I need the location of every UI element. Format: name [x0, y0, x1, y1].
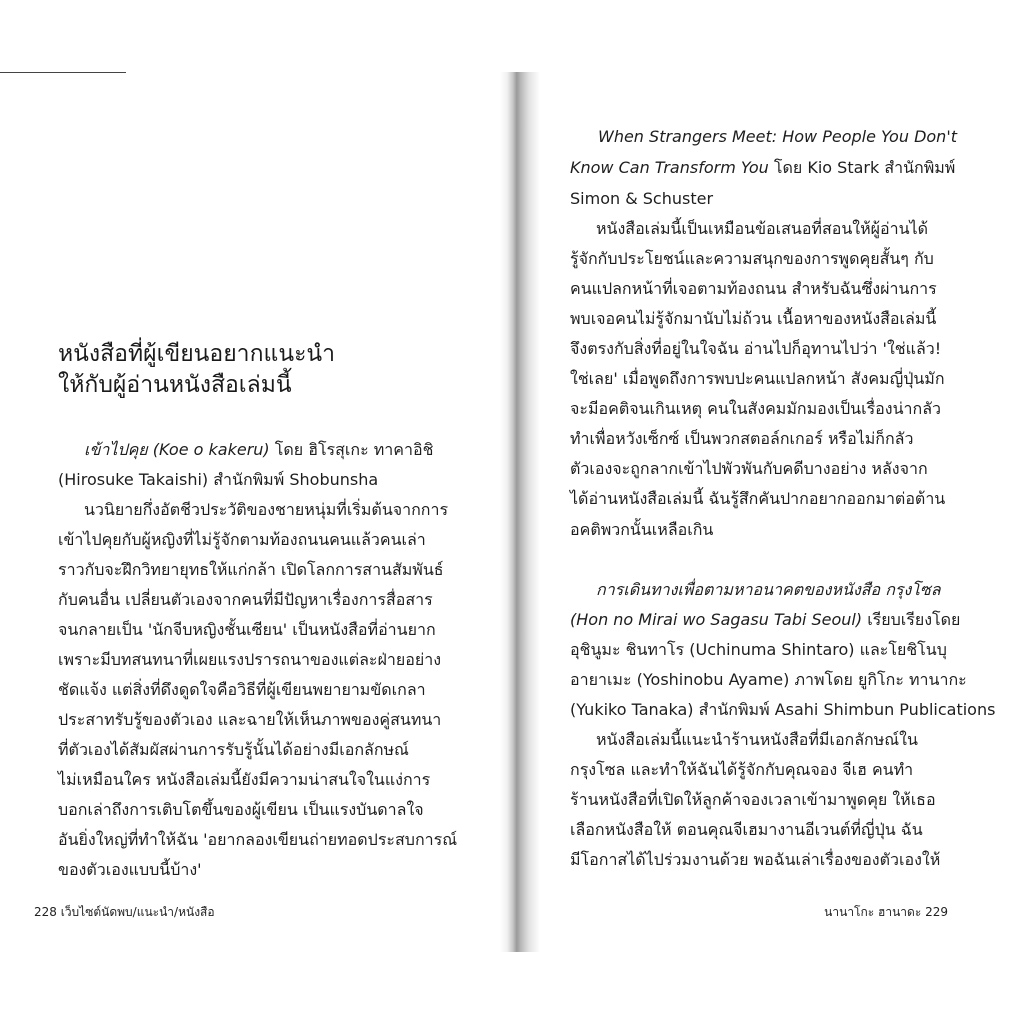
text-segment: ชัดแจ้ง แต่สิ่งที่ดึงดูดใจคือวิธีที่ผู้เขียนพยายามขัดเกลา — [58, 680, 426, 699]
section-heading-line-2: ให้กับผู้อ่านหนังสือเล่มนี้ — [58, 372, 292, 398]
text-segment: อคติพวกนั้นเหลือเกิน — [570, 520, 714, 539]
right-body-line — [570, 760, 913, 780]
left-body-line — [58, 620, 436, 640]
left-body-line — [58, 650, 441, 670]
right-body-line — [570, 790, 936, 810]
text-segment: Know Can Transform You — [570, 158, 769, 177]
text-segment: จึงตรงกับสิ่งที่อยู่ในใจฉัน อ่านไปก็อุทานไปว่า 'ใช่แล้ว! — [570, 339, 942, 358]
left-body-line — [58, 740, 409, 760]
text-segment: (Hirosuke Takaishi) สำนักพิมพ์ Shobunsha — [58, 470, 379, 489]
right-body-text — [512, 0, 1024, 1024]
text-segment: เข้าไปคุย (Koe o kakeru) — [84, 440, 270, 459]
text-segment: โดย Kio Stark สำนักพิมพ์ — [768, 158, 956, 177]
text-segment: (Yukiko Tanaka) สำนักพิมพ์ Asahi Shimbun Publications — [570, 700, 996, 719]
text-segment: หนังสือเล่มนี้เป็นเหมือนข้อเสนอที่สอนให้ผู้อ่านได้ — [596, 219, 928, 238]
right-body-line — [570, 189, 713, 209]
right-body-line — [596, 580, 941, 600]
left-body-line — [84, 440, 433, 460]
text-segment: โดย ฮิโรสุเกะ ทาคาอิชิ — [269, 440, 434, 459]
right-body-line — [570, 429, 913, 449]
text-segment: ประสาทรับรู้ของตัวเอง และฉายให้เห็นภาพของคู่สนทนา — [58, 710, 442, 729]
text-segment: เพราะมีบทสนทนาที่เผยแรงปรารถนาของแต่ละฝ่ายอย่าง — [58, 650, 442, 669]
right-body-line — [570, 339, 941, 359]
text-segment: (Hon no Mirai wo Sagasu Tabi Seoul) — [570, 610, 863, 629]
right-body-line — [570, 820, 923, 840]
right-body-line — [596, 730, 918, 750]
right-body-line — [570, 700, 995, 720]
right-body-line — [570, 489, 945, 509]
text-segment: จะมีอคติจนเกินเหตุ คนในสังคมมักมองเป็นเรื่องน่ากลัว — [570, 399, 941, 418]
text-segment: ใช่เลย' เมื่อพูดถึงการพบปะคนแปลกหน้า สังคมญี่ปุ่นมัก — [570, 369, 945, 388]
right-body-line — [596, 219, 928, 239]
text-segment: บอกเล่าถึงการเติบโตขึ้นของผู้เขียน เป็นแรงบันดาลใจ — [58, 800, 424, 819]
text-segment: เลือกหนังสือให้ ตอนคุณจีเฮมางานอีเวนต์ที่ญี่ปุ่น ฉัน — [570, 820, 923, 839]
text-segment: ทำเพื่อหวังเซ็กซ์ เป็นพวกสตอล์กเกอร์ หรือไม่ก็กลัว — [570, 429, 914, 448]
left-body-line — [84, 500, 448, 520]
text-segment: จนกลายเป็น 'นักจีบหญิงชั้นเซียน' เป็นหนังสือที่อ่านยาก — [58, 620, 436, 639]
text-segment: ราวกับจะฝึกวิทยายุทธให้แก่กล้า เปิดโลกการสานสัมพันธ์ — [58, 560, 444, 579]
text-segment: นวนิยายกึ่งอัตชีวประวัติของชายหนุ่มที่เริ่มต้นจากการ — [84, 500, 449, 519]
right-body-line — [570, 850, 940, 870]
left-body-line — [58, 860, 202, 880]
text-segment: กับคนอื่น เปลี่ยนตัวเองจากคนที่มีปัญหาเรื่องการสื่อสาร — [58, 590, 433, 609]
text-segment: Simon & Schuster — [570, 189, 714, 208]
left-body-line — [58, 830, 457, 850]
text-segment: กรุงโซล และทำให้ฉันได้รู้จักกับคุณจอง จีเฮ คนทำ — [570, 760, 914, 779]
text-segment: ที่ตัวเองได้สัมผัสผ่านการรับรู้นั้นได้อย่างมีเอกลักษณ์ — [58, 740, 409, 759]
text-segment: ของตัวเองแบบนี้บ้าง' — [58, 860, 202, 879]
right-body-line — [570, 670, 967, 690]
right-page — [512, 0, 1024, 1024]
left-body-line — [58, 770, 430, 790]
right-body-line — [570, 459, 928, 479]
text-segment: อันยิ่งใหญ่ที่ทำให้ฉัน 'อยากลองเขียนถ่ายทอดประสบการณ์ — [58, 830, 458, 849]
text-segment: หนังสือเล่มนี้แนะนำร้านหนังสือที่มีเอกลักษณ์ใน — [596, 730, 918, 749]
text-segment: เรียบเรียงโดย — [862, 610, 961, 629]
right-body-line — [570, 249, 934, 269]
left-body-line — [58, 800, 424, 820]
right-body-line — [570, 640, 947, 660]
text-segment: อายาเมะ (Yoshinobu Ayame) ภาพโดย ยูกิโกะ ทานากะ — [570, 670, 967, 689]
right-body-line — [570, 279, 937, 299]
text-segment: ตัวเองจะถูกลากเข้าไปพัวพันกับคดีบางอย่าง หลังจาก — [570, 459, 928, 478]
text-segment: พบเจอคนไม่รู้จักมานับไม่ถ้วน เนื้อหาของหนังสือเล่มนี้ — [570, 309, 937, 328]
page-footer-left: 228 เว็บไซต์นัดพบ/แนะนำ/หนังสือ — [34, 905, 215, 919]
right-body-line — [570, 610, 960, 630]
text-segment: การเดินทางเพื่อตามหาอนาคตของหนังสือ กรุงโซล — [596, 580, 941, 599]
text-segment: อุชินูมะ ชินทาโร (Uchinuma Shintaro) และโยชิโนบุ — [570, 640, 947, 659]
text-segment: มีโอกาสได้ไปร่วมงานด้วย พอฉันเล่าเรื่องของตัวเองให้ — [570, 850, 941, 869]
text-segment: คนแปลกหน้าที่เจอตามท้องถนน สำหรับฉันซึ่งผ่านการ — [570, 279, 937, 298]
right-body-line — [570, 399, 941, 419]
left-body-line — [58, 470, 378, 490]
left-body-line — [58, 680, 426, 700]
right-body-line — [598, 127, 957, 147]
section-heading-line-1: หนังสือที่ผู้เขียนอยากแนะนำ — [58, 341, 336, 367]
page-footer-right: นานาโกะ ฮานาดะ 229 — [824, 905, 948, 919]
right-body-line — [570, 520, 713, 540]
text-segment: ไม่เหมือนใคร หนังสือเล่มนี้ยังมีความน่าสนใจในแง่การ — [58, 770, 431, 789]
right-body-line — [570, 369, 945, 389]
left-body-line — [58, 590, 433, 610]
left-body-line — [58, 560, 444, 580]
right-body-line — [570, 309, 936, 329]
text-segment: When Strangers Meet: How People You Don't — [598, 127, 957, 146]
left-body-line — [58, 710, 441, 730]
left-body-line — [58, 530, 426, 550]
right-body-line — [570, 158, 955, 178]
text-segment: รู้จักกับประโยชน์และความสนุกของการพูดคุยสั้นๆ กับ — [570, 249, 934, 268]
text-segment: เข้าไปคุยกับผู้หญิงที่ไม่รู้จักตามท้องถนนคนแล้วคนเล่า — [58, 530, 426, 549]
text-segment: ได้อ่านหนังสือเล่มนี้ ฉันรู้สึกคันปากอยากออกมาต่อต้าน — [570, 489, 946, 508]
text-segment: ร้านหนังสือที่เปิดให้ลูกค้าจองเวลาเข้ามาพูดคุย ให้เธอ — [570, 790, 936, 809]
